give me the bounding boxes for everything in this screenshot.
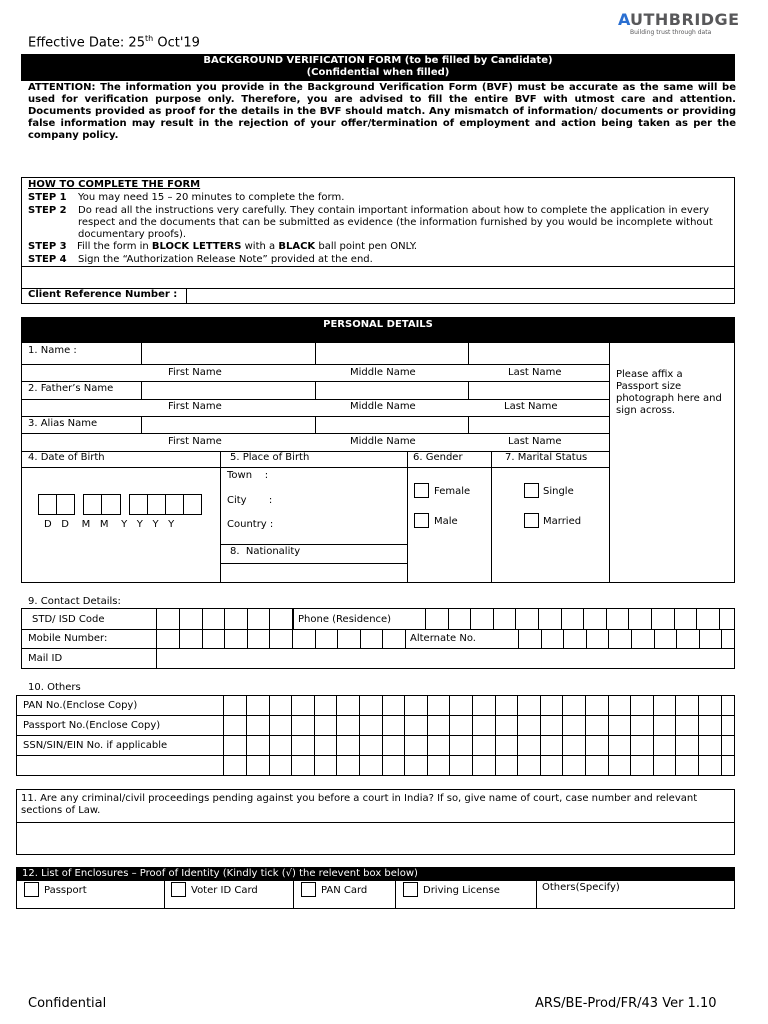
- enclosure-pan-card: PAN Card: [321, 885, 368, 896]
- grid-divider: [608, 629, 609, 648]
- step-3-pre: Fill the form in: [77, 241, 152, 252]
- client-ref-input[interactable]: [186, 288, 735, 304]
- grid-divider: [427, 695, 428, 776]
- effective-date-suffix: Oct'19: [153, 35, 200, 51]
- enclosure-driving-license: Driving License: [423, 885, 500, 896]
- grid-divider: [563, 629, 564, 648]
- dob-y2[interactable]: [147, 494, 166, 515]
- attention-text: The information you provide in the Background Verification Form (BVF) must be accurate as the same will be used for verification purpose only. Therefore, you are advised to fill the entire BVF with utmost care and attention. Documents provided as proof for the details in the BVF should match. Any mismatch of information/ documents or providing false information may result in the rejection of your offer/termination of employment and action being taken as per the company policy.: [28, 82, 736, 141]
- logo-tagline: Building trust through data: [630, 29, 712, 36]
- alias-last-caption: Last Name: [508, 436, 562, 447]
- enclosures-table: [16, 880, 735, 909]
- grid-divider: [269, 629, 270, 648]
- father-middle-input[interactable]: [316, 382, 468, 399]
- last-name-input[interactable]: [469, 343, 609, 364]
- grid-divider: [583, 608, 584, 629]
- alias-last-input[interactable]: [469, 417, 609, 433]
- grid-divider: [359, 695, 360, 776]
- grid-divider: [314, 695, 315, 776]
- std-label: STD/ ISD Code: [32, 614, 105, 625]
- grid-divider: [247, 629, 248, 648]
- country-label: Country :: [227, 519, 274, 530]
- marital-status-label: 7. Marital Status: [505, 452, 588, 463]
- logo-text: UTHBRIDGE: [630, 10, 740, 29]
- father-first-input[interactable]: [142, 382, 315, 399]
- name-label: 1. Name :: [28, 345, 77, 356]
- grid-divider: [337, 629, 338, 648]
- grid-divider: [493, 608, 494, 629]
- grid-divider: [631, 629, 632, 648]
- grid-divider: [360, 629, 361, 648]
- grid-divider: [630, 695, 631, 776]
- grid-divider: [721, 629, 722, 648]
- dob-m2[interactable]: [101, 494, 121, 515]
- grid-divider: [179, 629, 180, 648]
- first-name-caption: First Name: [168, 367, 222, 378]
- effective-date: [28, 34, 200, 50]
- middle-name-input[interactable]: [316, 343, 468, 364]
- enclosure-passport: Passport: [44, 885, 87, 896]
- form-subtitle: (Confidential when filled): [306, 67, 450, 78]
- single-label: Single: [543, 486, 574, 497]
- phone-res-label: Phone (Residence): [298, 614, 392, 625]
- grid-divider: [247, 608, 248, 629]
- alias-name-label: 3. Alias Name: [28, 418, 98, 429]
- grid-divider: [608, 695, 609, 776]
- logo-a: A: [618, 10, 631, 29]
- grid-divider: [628, 608, 629, 629]
- step-3-mid: with a: [241, 241, 279, 252]
- grid-divider: [448, 608, 449, 629]
- dob-label: 4. Date of Birth: [28, 452, 105, 463]
- grid-divider: [586, 629, 587, 648]
- mail-label: Mail ID: [28, 653, 63, 664]
- step-1-label: STEP 1: [28, 192, 67, 203]
- personal-details-title: PERSONAL DETAILS: [323, 319, 433, 330]
- grid-divider: [179, 608, 180, 629]
- grid-divider: [653, 695, 654, 776]
- grid-divider: [699, 629, 700, 648]
- male-checkbox[interactable]: [414, 513, 429, 528]
- alias-first-caption: First Name: [168, 436, 222, 447]
- gender-label: 6. Gender: [413, 452, 463, 463]
- attention-paragraph: [28, 82, 736, 142]
- grid-divider: [405, 629, 406, 648]
- nationality-input[interactable]: [221, 564, 407, 582]
- client-ref-label: Client Reference Number :: [28, 289, 178, 300]
- enclosures-heading: 12. List of Enclosures – Proof of Identity (Kindly tick (√) the relevent box below): [22, 868, 418, 879]
- passport-no-label: Passport No.(Enclose Copy): [23, 720, 161, 731]
- step-3-bold1: BLOCK LETTERS: [151, 241, 242, 252]
- dob-format: D D M M Y Y Y Y: [44, 519, 175, 530]
- step-2-text: Do read all the instructions very carefully. They contain important information about how to complete the application in every respect and the documents that can be submitted as evidence (the information furnished by you would be incomplete without documentary proofs).: [78, 205, 713, 240]
- grid-divider: [425, 608, 426, 629]
- step-2-label: STEP 2: [28, 205, 67, 216]
- grid-divider: [562, 695, 563, 776]
- grid-divider: [676, 629, 677, 648]
- single-checkbox[interactable]: [524, 483, 539, 498]
- step-3-post: ball point pen ONLY.: [315, 241, 418, 252]
- grid-divider: [495, 695, 496, 776]
- dob-y3[interactable]: [165, 494, 184, 515]
- attention-label: ATTENTION:: [28, 82, 96, 93]
- criminal-question: 11. Are any criminal/civil proceedings pending against you before a court in India? If so, give name of court, case number and relevant sections of Law.: [21, 793, 698, 816]
- grid-divider: [538, 608, 539, 629]
- form-title: BACKGROUND VERIFICATION FORM (to be filled by Candidate): [203, 55, 553, 66]
- ssn-label: SSN/SIN/EIN No. if applicable: [23, 740, 168, 751]
- alias-middle-caption: Middle Name: [350, 436, 416, 447]
- alternate-label: Alternate No.: [410, 633, 476, 644]
- mobile-label: Mobile Number:: [28, 633, 108, 644]
- step-3: [28, 241, 417, 252]
- contact-heading: 9. Contact Details:: [28, 596, 121, 607]
- grid-divider: [382, 695, 383, 776]
- dob-d2[interactable]: [56, 494, 75, 515]
- grid-divider: [404, 695, 405, 776]
- city-label: City :: [227, 495, 273, 506]
- personal-details-header: [21, 317, 735, 342]
- grid-divider: [291, 695, 292, 776]
- driving-license-checkbox[interactable]: [403, 882, 418, 897]
- male-label: Male: [434, 516, 458, 527]
- grid-divider: [449, 695, 450, 776]
- footer-form-code: ARS/BE-Prod/FR/43 Ver 1.10: [535, 996, 717, 1011]
- female-checkbox[interactable]: [414, 483, 429, 498]
- alias-middle-input[interactable]: [316, 417, 468, 433]
- photo-note: Please affix a Passport size photograph here and sign across.: [616, 369, 722, 416]
- grid-divider: [698, 695, 699, 776]
- step-1-text: You may need 15 – 20 minutes to complete the form.: [78, 192, 345, 203]
- enclosure-others-label: Others(Specify): [542, 882, 620, 893]
- grid-divider: [721, 695, 722, 776]
- grid-divider: [472, 695, 473, 776]
- how-to-heading: HOW TO COMPLETE THE FORM: [28, 179, 201, 190]
- grid-divider: [540, 695, 541, 776]
- grid-divider: [719, 608, 720, 629]
- grid-divider: [269, 695, 270, 776]
- married-checkbox[interactable]: [524, 513, 539, 528]
- enclosure-voter-id: Voter ID Card: [191, 885, 258, 896]
- grid-divider: [675, 695, 676, 776]
- mail-input[interactable]: [157, 649, 734, 668]
- first-name-input[interactable]: [142, 343, 315, 364]
- step-4-label: STEP 4: [28, 254, 67, 265]
- father-name-label: 2. Father’s Name: [28, 383, 114, 394]
- grid-divider: [696, 608, 697, 629]
- grid-divider: [654, 629, 655, 648]
- grid-divider: [202, 629, 203, 648]
- voter-id-checkbox[interactable]: [171, 882, 186, 897]
- dob-y4[interactable]: [183, 494, 202, 515]
- pan-label: PAN No.(Enclose Copy): [23, 700, 138, 711]
- grid-divider: [315, 629, 316, 648]
- form-title-bar: [21, 54, 735, 81]
- grid-divider: [517, 695, 518, 776]
- grid-divider: [246, 695, 247, 776]
- middle-name-caption: Middle Name: [350, 367, 416, 378]
- grid-divider: [606, 608, 607, 629]
- step-3-bold2: BLACK: [278, 241, 316, 252]
- female-label: Female: [434, 486, 471, 497]
- grid-divider: [541, 629, 542, 648]
- footer-confidential: Confidential: [28, 996, 107, 1011]
- father-last-caption: Last Name: [504, 401, 558, 412]
- town-label: Town :: [227, 470, 269, 481]
- effective-date-sup: th: [144, 34, 154, 43]
- grid-divider: [585, 695, 586, 776]
- grid-divider: [224, 608, 225, 629]
- grid-divider: [292, 629, 293, 648]
- grid-divider: [224, 629, 225, 648]
- criminal-answer-input[interactable]: [17, 823, 734, 854]
- father-last-input[interactable]: [469, 382, 609, 399]
- effective-date-text: Effective Date: 25: [28, 35, 145, 51]
- grid-divider: [561, 608, 562, 629]
- others-heading: 10. Others: [28, 682, 81, 693]
- grid-divider: [269, 608, 270, 629]
- passport-checkbox[interactable]: [24, 882, 39, 897]
- grid-divider: [674, 608, 675, 629]
- married-label: Married: [543, 516, 582, 527]
- father-middle-caption: Middle Name: [350, 401, 416, 412]
- grid-divider: [518, 629, 519, 648]
- grid-divider: [336, 695, 337, 776]
- grid-divider: [382, 629, 383, 648]
- alias-first-input[interactable]: [142, 417, 315, 433]
- pan-card-checkbox[interactable]: [301, 882, 316, 897]
- dob-y1[interactable]: [129, 494, 148, 515]
- father-first-caption: First Name: [168, 401, 222, 412]
- nationality-label: 8. Nationality: [230, 546, 301, 557]
- dob-d1[interactable]: [38, 494, 57, 515]
- step-4-text: Sign the “Authorization Release Note” provided at the end.: [78, 254, 373, 265]
- grid-divider: [293, 608, 294, 629]
- step-3-label: STEP 3: [28, 241, 67, 252]
- pob-label: 5. Place of Birth: [230, 452, 310, 463]
- grid-divider: [202, 608, 203, 629]
- authbridge-logo: [618, 10, 740, 40]
- dob-m1[interactable]: [83, 494, 102, 515]
- grid-divider: [651, 608, 652, 629]
- grid-divider: [470, 608, 471, 629]
- last-name-caption: Last Name: [508, 367, 562, 378]
- grid-divider: [515, 608, 516, 629]
